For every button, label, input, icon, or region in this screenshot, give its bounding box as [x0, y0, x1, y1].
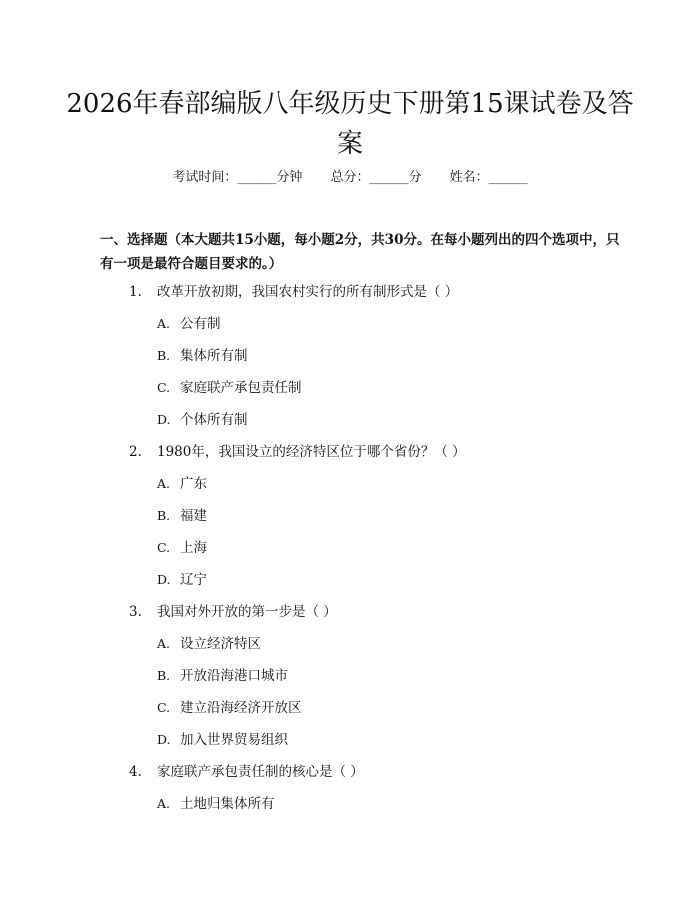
answer-option [0, 372, 700, 404]
option-letter: B. [157, 668, 171, 683]
option-text: 设立经济特区 [180, 636, 261, 652]
exam-meta [0, 168, 700, 188]
option-letter: C. [157, 380, 171, 395]
option-letter: B. [157, 348, 171, 363]
option-text: 公有制 [180, 316, 221, 332]
answer-option [0, 308, 700, 340]
option-text: 建立沿海经济开放区 [180, 700, 302, 716]
answer-option [0, 788, 700, 820]
option-text: 辽宁 [180, 572, 207, 588]
document-title: 2026年春部编版八年级历史下册第15课试卷及答案 [66, 89, 634, 159]
option-text: 家庭联产承包责任制 [180, 380, 302, 396]
answer-option [0, 692, 700, 724]
option-text: 福建 [180, 508, 207, 524]
option-text: 开放沿海港口城市 [180, 668, 288, 684]
question-text: 改革开放初期，我国农村实行的所有制形式是（ ） [157, 284, 459, 300]
option-text: 土地归集体所有 [180, 796, 275, 812]
option-letter: A. [157, 636, 171, 651]
exam-time-field: 考试时间：______分钟 [172, 170, 303, 185]
option-text: 上海 [180, 540, 207, 556]
question-number: 4. [129, 764, 142, 780]
answer-option [0, 628, 700, 660]
question-item [0, 276, 700, 436]
option-letter: C. [157, 700, 171, 715]
section-heading: 一、选择题（本大题共15小题，每小题2分，共30分。在每小题列出的四个选项中，只有一项是最符合题目要求的。） [100, 232, 620, 272]
option-text: 集体所有制 [180, 348, 248, 364]
answer-option [0, 532, 700, 564]
question-item [0, 436, 700, 596]
option-letter: D. [157, 732, 171, 747]
answer-option [0, 564, 700, 596]
question-item [0, 756, 700, 820]
student-name-field: 姓名：______ [449, 170, 528, 185]
question-text: 家庭联产承包责任制的核心是（ ） [157, 764, 364, 780]
answer-option [0, 724, 700, 756]
option-text: 个体所有制 [180, 412, 248, 428]
question-list [0, 276, 700, 820]
question-text: 1980年，我国设立的经济特区位于哪个省份？（ ） [157, 444, 466, 460]
option-letter: B. [157, 508, 171, 523]
question-number: 3. [129, 604, 142, 620]
answer-option [0, 500, 700, 532]
option-letter: D. [157, 412, 171, 427]
answer-option [0, 660, 700, 692]
answer-option [0, 404, 700, 436]
question-number: 1. [129, 284, 142, 300]
option-letter: A. [157, 476, 171, 491]
total-score-field: 总分：______分 [330, 170, 422, 185]
option-letter: A. [157, 316, 171, 331]
option-letter: D. [157, 572, 171, 587]
question-number: 2. [129, 444, 142, 460]
question-text: 我国对外开放的第一步是（ ） [157, 604, 337, 620]
option-text: 加入世界贸易组织 [180, 732, 288, 748]
answer-option [0, 340, 700, 372]
question-item [0, 596, 700, 756]
option-text: 广东 [180, 476, 207, 492]
answer-option [0, 468, 700, 500]
option-letter: A. [157, 796, 171, 811]
option-letter: C. [157, 540, 171, 555]
